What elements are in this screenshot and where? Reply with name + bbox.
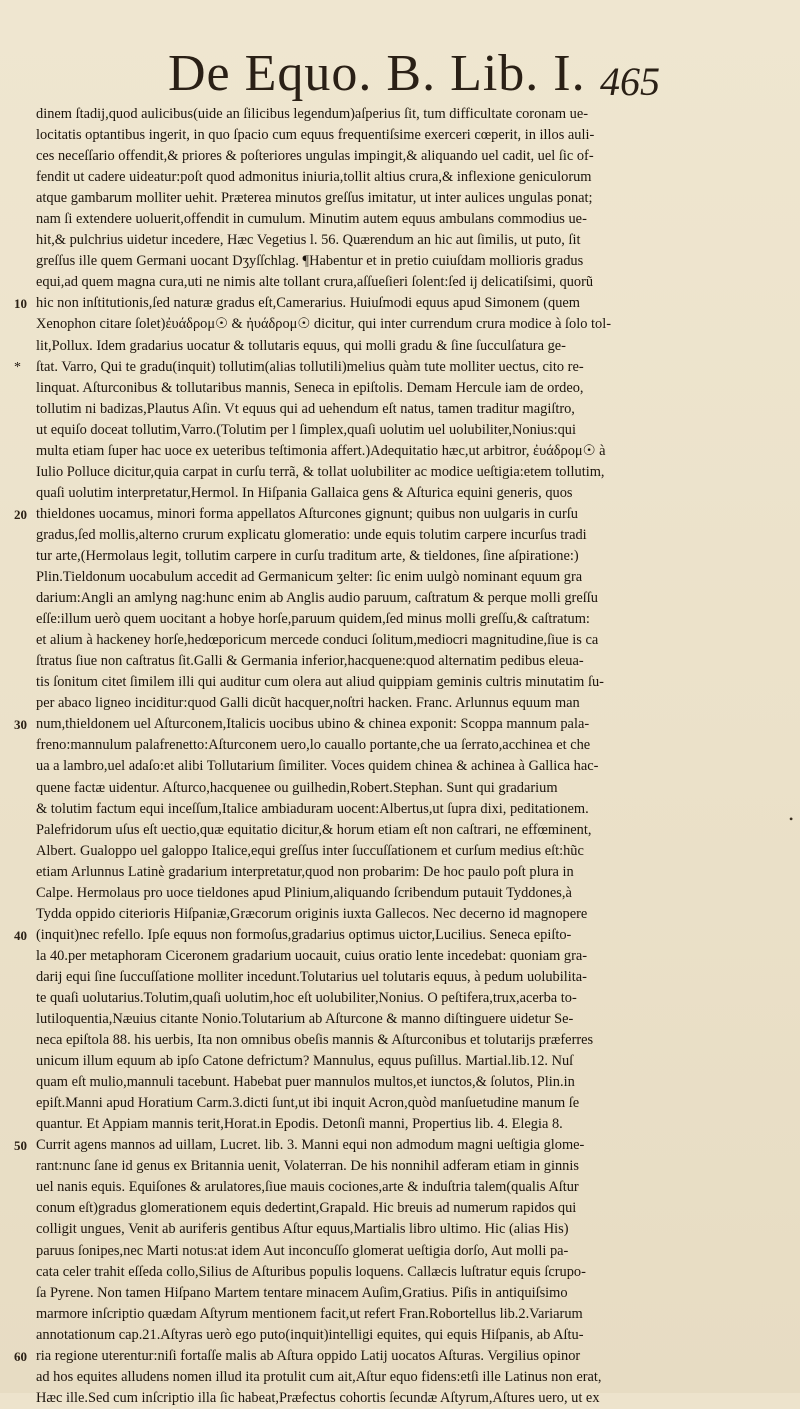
line-text: unicum illum equum ab ipſo Catone defrictum? Mannulus, equus puſillus. Martial.lib.12. Nuſ bbox=[36, 1053, 574, 1070]
text-line bbox=[36, 399, 786, 420]
text-line bbox=[36, 862, 786, 883]
line-text: lutiloquentia,Næuius citante Nonio.Tolutarium ab Aſturcone & manno diſtinguere uidetur Se- bbox=[36, 1011, 574, 1028]
text-line bbox=[36, 546, 786, 567]
text-line bbox=[36, 672, 786, 693]
text-line bbox=[36, 251, 786, 272]
text-line bbox=[36, 1072, 786, 1093]
text-line bbox=[36, 904, 786, 925]
line-text: neca epiſtola 88. his uerbis, Ita non omnibus obeſis mannis & Aſturconibus et tolutarijs præferres bbox=[36, 1032, 594, 1049]
line-text: quam eſt mulio,mannuli tacebunt. Habebat puer mannulos multos,et iunctos,& ſolutos, Plin.in bbox=[36, 1074, 575, 1091]
line-text: paruus ſonipes,nec Marti notus:at idem Aut inconcuſſo glomerat ueſtigia dorſo, Aut molli pa- bbox=[36, 1242, 569, 1259]
line-text: eſſe:illum uerò quem uocitant a hobye horſe,paruum quidem,ſed minus molli greſſu,& caſtratum: bbox=[36, 611, 590, 628]
line-text: te quaſi uolutarius.Tolutim,quaſi uolutim,hoc eſt uolubiliter,Nonius. O peſtifera,trux,acerba to- bbox=[36, 989, 577, 1006]
line-text: ſtat. Varro, Qui te gradu(inquit) tollutim(alias tollutili)melius quàm tute molliter uectus, cito re- bbox=[36, 358, 584, 375]
line-text: ut equiſo doceat tollutim,Varro.(Tolutim per l ſimplex,quaſi uolutim uel uolubiliter,Nonius:qui bbox=[36, 421, 576, 438]
text-line bbox=[36, 378, 786, 399]
line-text: ad hos equites alludens nomen illud ita protulit cum ait,Aſtur equo fidens:etſi ille Latinus non erat, bbox=[36, 1368, 602, 1385]
line-text: (inquit)nec refello. Ipſe equus non formoſus,gradarius optimus uictor,Lucilius. Seneca epiſto- bbox=[36, 926, 572, 943]
text-line bbox=[36, 1219, 786, 1240]
text-line bbox=[36, 1114, 786, 1135]
text-line bbox=[36, 1156, 786, 1177]
line-text: Iulio Polluce dicitur,quia carpat in curſu terrã, & tollat uolubiliter ac modice ueſtigia:etem tollutim, bbox=[36, 463, 605, 480]
margin-line-number: 20 bbox=[14, 506, 27, 522]
margin-line-number: 10 bbox=[14, 296, 27, 312]
text-line bbox=[36, 693, 786, 714]
text-line bbox=[36, 525, 786, 546]
text-line bbox=[14, 1346, 786, 1367]
line-text: Tydda oppido citerioris Hiſpaniæ,Græcorum originis iuxta Gallecos. Nec decerno id magnopere bbox=[36, 905, 588, 922]
line-text: fendit ut cadere uideatur:poſt quod admonitus iniuria,tollit altius crura,& inflexione geniculorum bbox=[36, 169, 592, 186]
line-text: darium:Angli an amlyng nag:hunc enim ab Anglis audio paruum, caſtratum & perque molli greſſu bbox=[36, 590, 598, 607]
page-header bbox=[0, 36, 800, 106]
line-text: freno:mannulum palafrenetto:Aſturconem uero,lo cauallo portante,che ua ſerrato,acchinea et che bbox=[36, 737, 591, 754]
line-text: Albert. Gualoppo uel galoppo Italice,equi greſſus inter ſuccuſſationem et curſum medius eſt:hũc bbox=[36, 842, 584, 859]
text-line bbox=[36, 1304, 786, 1325]
text-line bbox=[36, 630, 786, 651]
line-text: hic non inſtitutionis,ſed naturæ gradus eſt,Camerarius. Huiuſmodi equus apud Simonem (quem bbox=[36, 295, 580, 312]
line-text: marmore inſcriptio quædam Aſtyrum mentionem facit,ut refert Fran.Robortellus lib.2.Variarum bbox=[36, 1305, 583, 1322]
line-text: ſtratus ſiue non caſtratus ſit.Galli & Germania inferior,hacquene:quod alternatim pedibus eleua- bbox=[36, 653, 584, 670]
text-line bbox=[36, 146, 786, 167]
text-line bbox=[36, 778, 786, 799]
text-line bbox=[36, 841, 786, 862]
margin-mark: * bbox=[14, 359, 21, 375]
text-line bbox=[36, 1262, 786, 1283]
text-line bbox=[36, 272, 786, 293]
line-text: quantur. Et Appiam mannis terit,Horat.in Epodis. Detonſi manni, Propertius lib. 4. Elegia 8. bbox=[36, 1116, 563, 1133]
text-line bbox=[36, 1283, 786, 1304]
text-line bbox=[36, 1241, 786, 1262]
line-text: etiam Arlunnus Latinè gradarium interpretatur,quod non probarim: De hoc paulo poſt plura in bbox=[36, 863, 574, 880]
text-line bbox=[36, 483, 786, 504]
text-line bbox=[36, 799, 786, 820]
line-text: la 40.per metaphoram Ciceronem gradarium uocauit, cuius oratio lente incedebat: quoniam gra- bbox=[36, 947, 588, 964]
line-text: Hæc ille.Sed cum inſcriptio illa ſic habeat,Præfectus cohortis ſecundæ Aſtyrum,Aſtures uero, ut ex bbox=[36, 1389, 600, 1406]
line-text: gradus,ſed mollis,alterno crurum explicatu glomeratio: unde equis tolutim carpere incurſus tradi bbox=[36, 526, 587, 543]
text-line bbox=[36, 1009, 786, 1030]
running-title: De Equo. B. Lib. I. bbox=[168, 45, 586, 102]
line-text: dinem ſtadij,quod aulicibus(uide an ſilicibus legendum)aſperius ſit, tum difficultate coronam ue- bbox=[36, 106, 589, 122]
text-line bbox=[36, 420, 786, 441]
line-text: quene factæ uidentur. Aſturco,hacquenee ou guilhedin,Robert.Stephan. Sunt qui gradarium bbox=[36, 779, 558, 796]
line-text: linquat. Aſturconibus & tollutaribus mannis, Seneca in epiſtolis. Demam Hercule iam de ordeo, bbox=[36, 379, 584, 396]
right-margin-mark: • bbox=[789, 812, 794, 826]
text-line bbox=[36, 1388, 786, 1409]
line-text: hit,& pulchrius uidetur incedere, Hæc Vegetius l. 56. Quærendum an hic aut ſimilis, ut puto, ſit bbox=[36, 232, 581, 249]
line-text: lit,Pollux. Idem gradarius uocatur & tollutaris equus, qui molli gradu & ſine ſucculſatura ge- bbox=[36, 337, 566, 354]
text-line bbox=[36, 441, 786, 462]
text-line bbox=[14, 925, 786, 946]
text-line bbox=[36, 167, 786, 188]
line-text: Xenophon citare ſolet)ἐυάδρομ☉ & ἠυάδρομ☉ dicitur, qui inter currendum crura modice à ſolo tol- bbox=[36, 316, 612, 333]
line-text: cata celer trahit eſſeda collo,Silius de Aſturibus populis loquens. Callæcis luſtratur equis ſcrupo- bbox=[36, 1263, 586, 1280]
line-text: equi,ad quem magna cura,uti ne nimis alte tollant crura,aſſueſieri ſolent:ſed ij delicatiſsimi, quorũ bbox=[36, 274, 594, 291]
line-text: tur arte,(Hermolaus legit, tollutim carpere in curſu traditum arte, & tieldones, ſine aſpiratione:) bbox=[36, 547, 579, 564]
line-text: greſſus ille quem Germani uocant Dʒyſſchlag. ¶Habentur et in pretio cuiuſdam mollioris gradus bbox=[36, 253, 584, 270]
text-line bbox=[36, 651, 786, 672]
line-text: tis ſonitum citet ſimilem illi qui auditur cum olera aut aliud quippiam geminis cultris minutatim ſu- bbox=[36, 674, 604, 691]
line-text: colligit ungues, Venit ab auriferis gentibus Aſtur equus,Martialis libro ultimo. Hic (alias His) bbox=[36, 1221, 569, 1238]
text-line bbox=[36, 188, 786, 209]
line-text: multa etiam ſuper hac uoce ex ueteribus teſtimonia affert.)Adequitatio hæc,ut arbitror, ἐυάδρομ☉ à bbox=[36, 442, 606, 459]
margin-line-number: 40 bbox=[14, 927, 27, 943]
text-line bbox=[36, 609, 786, 630]
line-text: Currit agens mannos ad uillam, Lucret. lib. 3. Manni equi non admodum magni ueſtigia glome- bbox=[36, 1137, 585, 1154]
text-line bbox=[14, 357, 786, 378]
line-text: atque gambarum molliter uehit. Præterea minutos greſſus imitatur, ut inter aulices ungulas ponat; bbox=[36, 190, 593, 207]
text-line bbox=[36, 125, 786, 146]
text-line bbox=[36, 336, 786, 357]
text-line bbox=[36, 1030, 786, 1051]
text-line bbox=[36, 967, 786, 988]
margin-line-number: 60 bbox=[14, 1348, 27, 1364]
line-text: darij equi ſine ſuccuſſatione molliter incedunt.Tolutarius uel tolutaris equus, à pedum uolubilita- bbox=[36, 968, 587, 985]
line-text: tollutim ni badizas,Plautus Aſin. Vt equus qui ad uehendum eſt natus, tamen traditur magiſtro, bbox=[36, 400, 575, 417]
text-line bbox=[36, 883, 786, 904]
text-line bbox=[36, 209, 786, 230]
line-text: thieldones uocamus, minori forma appellatos Aſturcones gignunt; quibus non uulgaris in curſu bbox=[36, 505, 578, 522]
line-text: ua a lambro,uel adaſo:et alibi Tollutarium ſimiliter. Voces quidem chinea & achinea à Gallica hac- bbox=[36, 758, 599, 775]
text-line bbox=[36, 1093, 786, 1114]
text-line bbox=[36, 735, 786, 756]
text-line bbox=[36, 314, 786, 335]
text-line bbox=[36, 1325, 786, 1346]
page-number: 465 bbox=[600, 59, 660, 104]
line-text: ria regione uterentur:niſi fortaſſe malis ab Aſtura oppido Latij uocatos Aſturas. Vergilius opinor bbox=[36, 1347, 581, 1364]
line-text: ces neceſſario offendit,& priores & poſteriores ungulas impingit,& aliquando uel cadit, uel ſic of- bbox=[36, 148, 594, 165]
line-text: Palefridorum uſus eſt uectio,quæ equitatio dicitur,& horum etiam eſt non caſtrari, ne effœminent, bbox=[36, 821, 592, 838]
line-text: Plin.Tieldonum uocabulum accedit ad Germanicum ʒelter: ſic enim uulgò nominant equum gra bbox=[36, 569, 583, 586]
line-text: per abaco ligneo inciditur:quod Galli dicũt hacquer,noſtri hacken. Franc. Arlunnus equum man bbox=[36, 695, 580, 712]
text-line bbox=[14, 504, 786, 525]
text-line bbox=[36, 1367, 786, 1388]
text-line bbox=[36, 1177, 786, 1198]
text-line bbox=[36, 230, 786, 251]
line-text: rant:nunc ſane id genus ex Britannia uenit, Volaterran. De his nonnihil adferam etiam in ginnis bbox=[36, 1158, 579, 1175]
line-text: quaſi uolutim interpretatur,Hermol. In Hiſpania Gallaica gens & Aſturica equini generis, quos bbox=[36, 484, 573, 501]
line-text: Calpe. Hermolaus pro uoce tieldones apud Plinium,aliquando ſcribendum putauit Tyddones,à bbox=[36, 884, 572, 901]
text-line bbox=[14, 714, 786, 735]
text-line bbox=[36, 1051, 786, 1072]
line-text: annotationum cap.21.Aſtyras uerò ego puto(inquit)intelligi equites, qui equis Hiſpanis, ab Aſtu- bbox=[36, 1326, 584, 1343]
line-text: ſa Pyrene. Non tamen Hiſpano Martem tentare minacem Auſim,Gratius. Piſis in antiquiſsimo bbox=[36, 1284, 568, 1301]
line-text: locitatis optantibus ingerit, in quo ſpacio cum equus frequentiſsime exerceri cœperit, in illos auli- bbox=[36, 127, 595, 144]
line-text: et alium à hackeney horſe,hedœporicum mercede conduci ſolitum,mediocri magnitudine,ſiue is ca bbox=[36, 632, 599, 649]
text-line bbox=[36, 1198, 786, 1219]
text-line bbox=[14, 1135, 786, 1156]
text-line bbox=[36, 988, 786, 1009]
text-line bbox=[36, 946, 786, 967]
line-text: conum eſt)gradus glomerationem equis dedertint,Grapald. Hic breuis ad numerum rapidos qui bbox=[36, 1200, 577, 1217]
line-text: num,thieldonem uel Aſturconem,Italicis uocibus ubino & chinea exponit: Scoppa mannum pala- bbox=[36, 716, 590, 733]
text-line bbox=[36, 104, 786, 125]
text-line bbox=[14, 293, 786, 314]
line-text: uel nanis equis. Equiſones & arulatores,ſiue mauis cociones,arte & induſtria talem(qualis Aſtur bbox=[36, 1179, 579, 1196]
text-line bbox=[36, 462, 786, 483]
line-text: nam ſi extendere uoluerit,offendit in cumulum. Minutim autem equus ambulans commodius ue- bbox=[36, 211, 587, 228]
text-line bbox=[36, 820, 786, 841]
text-line bbox=[36, 756, 786, 777]
line-text: & tolutim factum equi inceſſum,Italice ambiaduram uocent:Albertus,ut ſupra dixi, peditationem. bbox=[36, 800, 589, 817]
margin-line-number: 50 bbox=[14, 1138, 27, 1154]
text-line bbox=[36, 588, 786, 609]
margin-line-number: 30 bbox=[14, 717, 27, 733]
body-text bbox=[14, 104, 786, 1409]
text-line bbox=[36, 567, 786, 588]
line-text: epiſt.Manni apud Horatium Carm.3.dicti ſunt,ut ibi inquit Acron,quòd manſuetudine manum ſe bbox=[36, 1095, 580, 1112]
